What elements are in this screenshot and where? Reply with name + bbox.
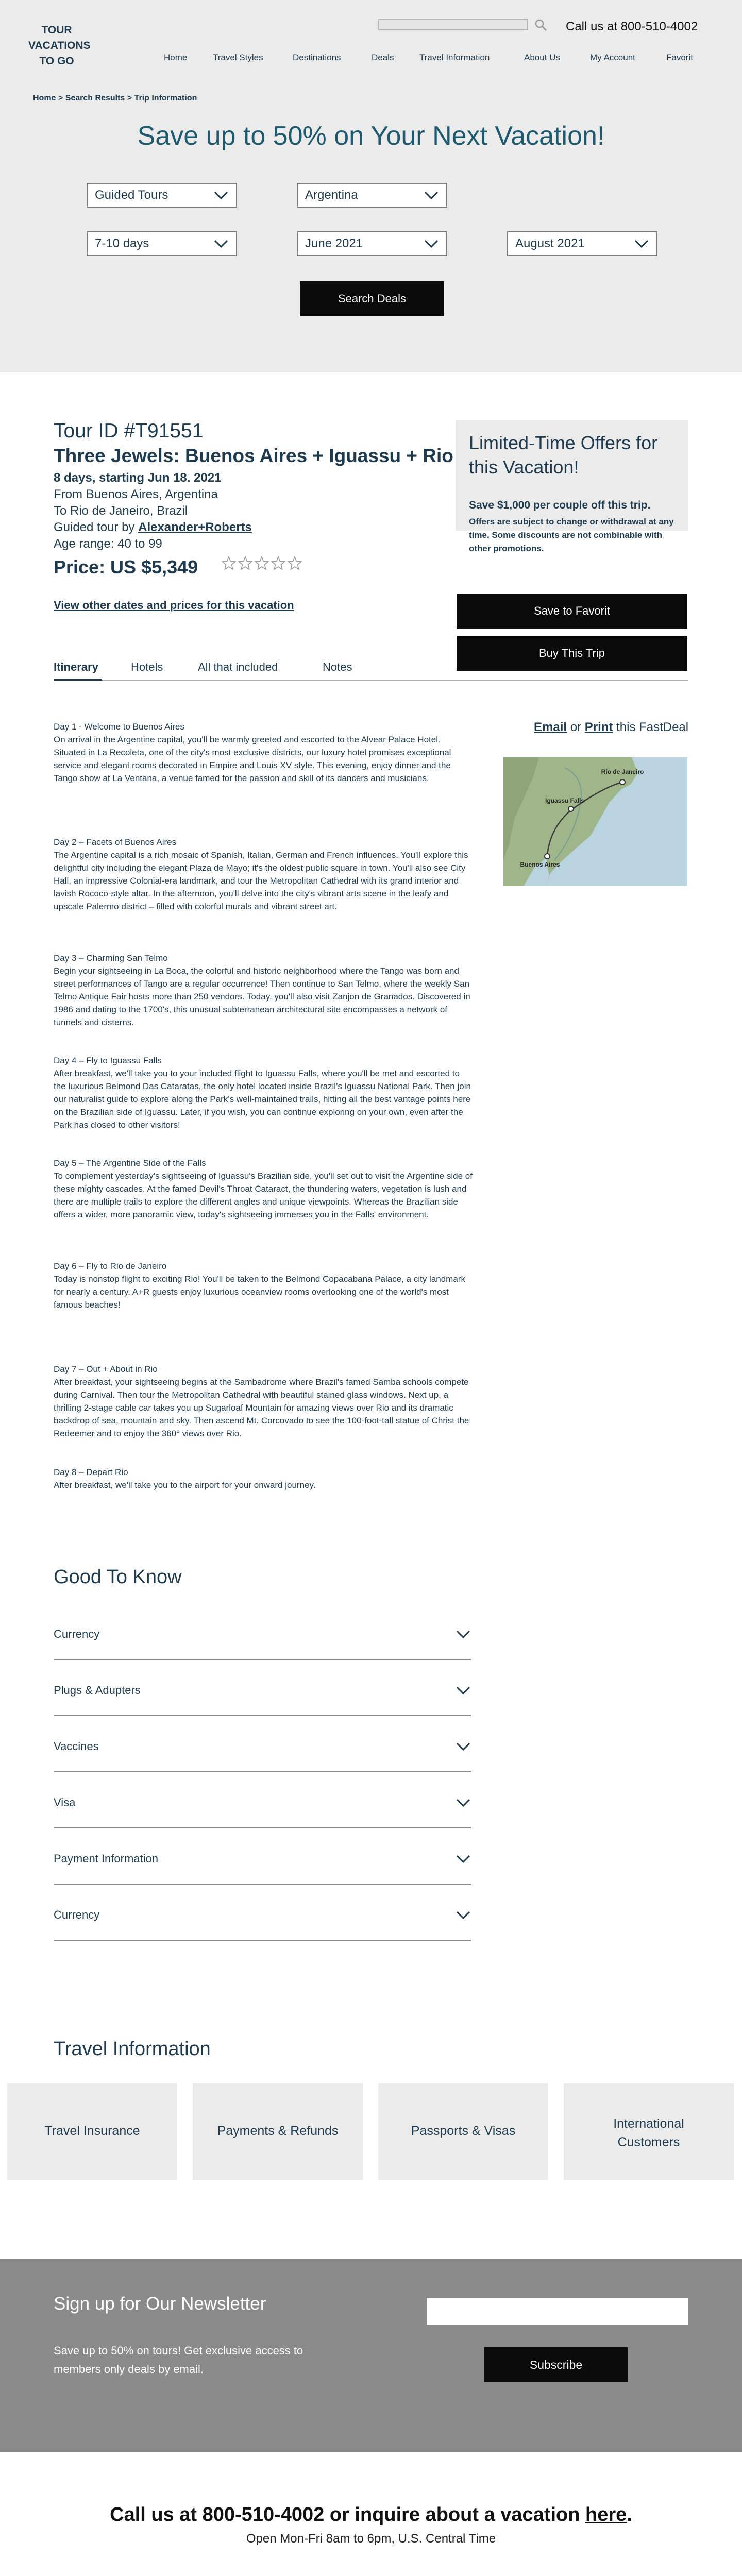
card-international-customers[interactable] bbox=[564, 2083, 734, 2180]
call-suffix: . bbox=[627, 2504, 632, 2526]
nav-favorit[interactable]: Favorit bbox=[666, 53, 693, 62]
call-to-action bbox=[0, 2504, 742, 2526]
day-title: Day 3 – Charming San Telmo bbox=[54, 953, 168, 963]
nav-my-account[interactable]: My Account bbox=[590, 53, 635, 62]
site-search-input[interactable] bbox=[378, 19, 528, 30]
chevron-down-icon bbox=[456, 1685, 471, 1696]
tour-id: Tour ID #T91551 bbox=[54, 420, 204, 442]
travel-info-title: Travel Information bbox=[54, 2038, 211, 2060]
site-logo[interactable] bbox=[28, 23, 91, 69]
nav-about-us[interactable]: About Us bbox=[524, 53, 560, 62]
accordion-label: Visa bbox=[54, 1796, 76, 1809]
destination-select[interactable] bbox=[297, 183, 447, 208]
itinerary-day bbox=[54, 1260, 474, 1311]
itinerary-day bbox=[54, 952, 474, 1029]
day-title: Day 7 – Out + About in Rio bbox=[54, 1364, 158, 1374]
tab-notes[interactable]: Notes bbox=[323, 660, 352, 673]
nav-deals[interactable]: Deals bbox=[372, 53, 394, 62]
day-text: Begin your sightseeing in La Boca, the colorful and historic neighborhood where the Tango was born and street performances of Tango are a regular occurrence! Then continue to San Telmo, where the weekly San Telmo Antique Fair hosts more than 250 vendors. Today, you'll also visit Zanjon de Granados. Discovered in 1986 and dating to the 1700's, this unusual subterranean architectural site encompasses a network of tunnels and cisterns. bbox=[54, 966, 470, 1027]
star-icon bbox=[223, 557, 235, 569]
card-travel-insurance[interactable] bbox=[7, 2083, 177, 2180]
rating-stars[interactable] bbox=[222, 556, 304, 571]
search-icon[interactable] bbox=[534, 19, 548, 32]
email-link[interactable]: Email bbox=[534, 720, 567, 734]
itinerary-day bbox=[54, 836, 474, 913]
star-icon bbox=[256, 557, 268, 569]
end-month-select[interactable] bbox=[507, 231, 657, 256]
fastdeal-or: or bbox=[567, 720, 585, 734]
offer-body: Offers are subject to change or withdrawal at any time. Some discounts are not combinable with other promotions. bbox=[469, 517, 674, 553]
good-to-know-title: Good To Know bbox=[54, 1566, 182, 1588]
newsletter-email-input[interactable] bbox=[427, 2298, 688, 2325]
nav-travel-information[interactable]: Travel Information bbox=[419, 53, 490, 62]
day-text: Today is nonstop flight to exciting Rio! You'll be taken to the Belmond Copacabana Palace, a city landmark for nearly a century. A+R guests enjoy luxurious oceanview rooms overlooking one of the world's most famous beaches! bbox=[54, 1274, 465, 1310]
tab-active-indicator bbox=[54, 679, 102, 681]
star-icon bbox=[272, 557, 285, 569]
travel-style-select[interactable] bbox=[87, 183, 237, 208]
tour-name: Three Jewels: Buenos Aires + Iguassu + Rio bbox=[54, 445, 453, 466]
print-link[interactable]: Print bbox=[584, 720, 613, 734]
accordion-plugs[interactable] bbox=[54, 1665, 471, 1716]
select-value: August 2021 bbox=[515, 236, 585, 250]
day-text: After breakfast, your sightseeing begins at the Sambadrome where Brazil's famed Samba schools compete during Carnival. Then tour the Metropolitan Cathedral with beautiful stained glass windows. Next up, a thrilling 2-stage cable car takes you up Sugarloaf Mountain for amazing views over Rio and its dramatic backdrop of sea, mountain and sky. Then ascend Mt. Corcovado to see the 100-foot-tall statue of Christ the Redeemer and to enjoy the 360° views over Rio. bbox=[54, 1377, 469, 1438]
accordion-currency-2[interactable] bbox=[54, 1889, 471, 1941]
guide-prefix: Guided tour by bbox=[54, 520, 139, 534]
map-label-buenos-aires: Buenos Aires bbox=[520, 861, 560, 868]
newsletter-body: Save up to 50% on tours! Get exclusive access to members only deals by email. bbox=[54, 2344, 303, 2376]
itinerary-day bbox=[54, 1157, 474, 1221]
nav-destinations[interactable]: Destinations bbox=[293, 53, 341, 62]
accordion-label: Payment Information bbox=[54, 1852, 158, 1865]
star-icon bbox=[289, 557, 301, 569]
inquire-link[interactable]: here bbox=[585, 2504, 627, 2526]
star-icon bbox=[239, 557, 252, 569]
day-text: On arrival in the Argentine capital, you'll be warmly greeted and escorted to the Alvear Palace Hotel. Situated in La Recoleta, one of the city's most exclusive districts, our luxury hotel promises exceptional service and elegant rooms decorated in Empire and Louis XV style. This evening, enjoy dinner and the Tango show at La Ventana, a venue famed for the passion and skill of its dancers and musicians. bbox=[54, 735, 451, 783]
tour-guide bbox=[54, 520, 252, 535]
select-value: June 2021 bbox=[305, 236, 363, 250]
card-payments-refunds[interactable] bbox=[193, 2083, 363, 2180]
offer-title: Limited-Time Offers for this Vacation! bbox=[469, 432, 658, 478]
accordion-visa[interactable] bbox=[54, 1777, 471, 1828]
logo-line: VACATIONS bbox=[28, 40, 91, 52]
breadcrumb-home[interactable]: Home bbox=[33, 94, 56, 103]
chevron-down-icon bbox=[456, 1910, 471, 1920]
duration-select[interactable] bbox=[87, 231, 237, 256]
office-hours: Open Mon-Fri 8am to 6pm, U.S. Central Time bbox=[246, 2532, 496, 2546]
save-to-favorit-button[interactable]: Save to Favorit bbox=[457, 594, 687, 629]
tour-price: Price: US $5,349 bbox=[54, 556, 198, 578]
logo-line: TO GO bbox=[39, 55, 74, 67]
day-title: Day 8 – Depart Rio bbox=[54, 1467, 128, 1477]
other-dates-link[interactable]: View other dates and prices for this vacation bbox=[54, 599, 294, 612]
card-label: International Customers bbox=[613, 2116, 684, 2149]
fastdeal-suffix: this FastDeal bbox=[613, 720, 689, 734]
start-month-select[interactable] bbox=[297, 231, 447, 256]
buy-trip-button[interactable]: Buy This Trip bbox=[457, 636, 687, 671]
newsletter-title: Sign up for Our Newsletter bbox=[54, 2294, 266, 2314]
card-label: Travel Insurance bbox=[44, 2124, 140, 2138]
tour-days: 8 days, starting Jun 18. 2021 bbox=[54, 471, 222, 485]
accordion-payment-information[interactable] bbox=[54, 1833, 471, 1885]
chevron-down-icon bbox=[213, 190, 229, 200]
nav-home[interactable]: Home bbox=[164, 53, 188, 62]
route-map[interactable] bbox=[503, 757, 687, 886]
tour-from: From Buenos Aires, Argentina bbox=[54, 487, 218, 501]
tab-itinerary[interactable]: Itinerary bbox=[54, 660, 98, 673]
day-text: To complement yesterday's sightseeing of Iguassu's Brazilian side, you'll set out to visit the Argentine side of these mighty cascades. At the famed Devil's Throat Cataract, the thundering waters, vegetation is lush and there are multiple trails to explore the different angles and unique viewpoints. Whereas the Brazilian side offers a wider, more panoramic view, today's sightseeing immerses you in the Falls' environment. bbox=[54, 1171, 473, 1219]
day-text: After breakfast, we'll take you to your included flight to Iguassu Falls, where you'll be met and escorted to the luxurious Belmond Das Cataratas, the only hotel located inside Brazil's Iguassu National Park. Then join our naturalist guide to explore along the Park's well-maintained trails, hitting all the best vantage points here on the Brazilian side of Iguassu. Later, if you wish, you can continue exploring on your own, even after the Park has closed to other visitors! bbox=[54, 1069, 471, 1130]
chevron-down-icon bbox=[634, 239, 649, 249]
accordion-currency[interactable] bbox=[54, 1608, 471, 1660]
map-label-rio: Rio de Janeiro bbox=[601, 768, 644, 775]
tab-hotels[interactable]: Hotels bbox=[131, 660, 163, 673]
accordion-label: Currency bbox=[54, 1908, 100, 1921]
chevron-down-icon bbox=[424, 239, 439, 249]
tour-to: To Rio de Janeiro, Brazil bbox=[54, 504, 188, 518]
accordion-label: Currency bbox=[54, 1628, 100, 1640]
guide-link[interactable]: Alexander+Roberts bbox=[138, 520, 252, 534]
accordion-label: Plugs & Adupters bbox=[54, 1684, 141, 1697]
chevron-down-icon bbox=[424, 190, 439, 200]
subscribe-button[interactable]: Subscribe bbox=[484, 2347, 628, 2382]
offer-headline: Save $1,000 per couple off this trip. bbox=[469, 499, 651, 511]
tour-age-range: Age range: 40 to 99 bbox=[54, 537, 162, 551]
day-title: Day 2 – Facets of Buenos Aires bbox=[54, 837, 177, 847]
search-deals-button[interactable]: Search Deals bbox=[300, 281, 444, 316]
accordion-vaccines[interactable] bbox=[54, 1721, 471, 1772]
chevron-down-icon bbox=[456, 1741, 471, 1752]
itinerary-day bbox=[54, 1054, 474, 1131]
chevron-down-icon bbox=[456, 1798, 471, 1808]
itinerary-day bbox=[54, 1466, 474, 1492]
breadcrumb-current: Trip Information bbox=[134, 94, 197, 103]
breadcrumb bbox=[33, 94, 197, 103]
breadcrumb-separator: > bbox=[127, 94, 132, 103]
select-value: Argentina bbox=[305, 188, 358, 202]
day-title: Day 5 – The Argentine Side of the Falls bbox=[54, 1158, 206, 1168]
map-label-iguassu: Iguassu Falls bbox=[545, 797, 585, 804]
chevron-down-icon bbox=[456, 1629, 471, 1639]
card-passports-visas[interactable] bbox=[378, 2083, 548, 2180]
day-text: After breakfast, we'll take you to the airport for your onward journey. bbox=[54, 1480, 316, 1490]
breadcrumb-search-results[interactable]: Search Results bbox=[65, 94, 125, 103]
hero-title: Save up to 50% on Your Next Vacation! bbox=[137, 121, 605, 151]
logo-line: TOUR bbox=[41, 24, 72, 36]
fastdeal-actions bbox=[534, 720, 688, 735]
breadcrumb-separator: > bbox=[58, 94, 63, 103]
card-label: Payments & Refunds bbox=[217, 2124, 339, 2138]
day-title: Day 1 - Welcome to Buenos Aires bbox=[54, 722, 184, 732]
call-prefix: Call us at 800-510-4002 or inquire about a vacation bbox=[110, 2504, 586, 2526]
itinerary-day bbox=[54, 1363, 474, 1440]
day-text: The Argentine capital is a rich mosaic of Spanish, Italian, German and French influences. You'll explore this delightful city including the elegant Plaza de Mayo; it's the oldest public square in town. You'll also see City Hall, an impressive Colonial-era landmark, and tour the Metropolitan Cathedral with its grand interior and lavish Rococo-style altar. In the afternoon, you'll delve into the city's vibrant arts scene in the leafy and upscale Palermo district – filled with colorful murals and vibrant street art. bbox=[54, 850, 468, 911]
nav-travel-styles[interactable]: Travel Styles bbox=[213, 53, 263, 62]
chevron-down-icon bbox=[456, 1854, 471, 1864]
select-value: Guided Tours bbox=[95, 188, 168, 202]
day-title: Day 6 – Fly to Rio de Janeiro bbox=[54, 1261, 167, 1271]
accordion-label: Vaccines bbox=[54, 1740, 99, 1753]
day-title: Day 4 – Fly to Iguassu Falls bbox=[54, 1056, 162, 1065]
chevron-down-icon bbox=[213, 239, 229, 249]
header-phone[interactable]: Call us at 800-510-4002 bbox=[566, 20, 698, 33]
tab-divider bbox=[54, 680, 688, 681]
itinerary-day bbox=[54, 720, 474, 785]
card-label: Passports & Visas bbox=[411, 2124, 516, 2138]
tab-all-included[interactable]: All that included bbox=[198, 660, 278, 673]
select-value: 7-10 days bbox=[95, 236, 149, 250]
